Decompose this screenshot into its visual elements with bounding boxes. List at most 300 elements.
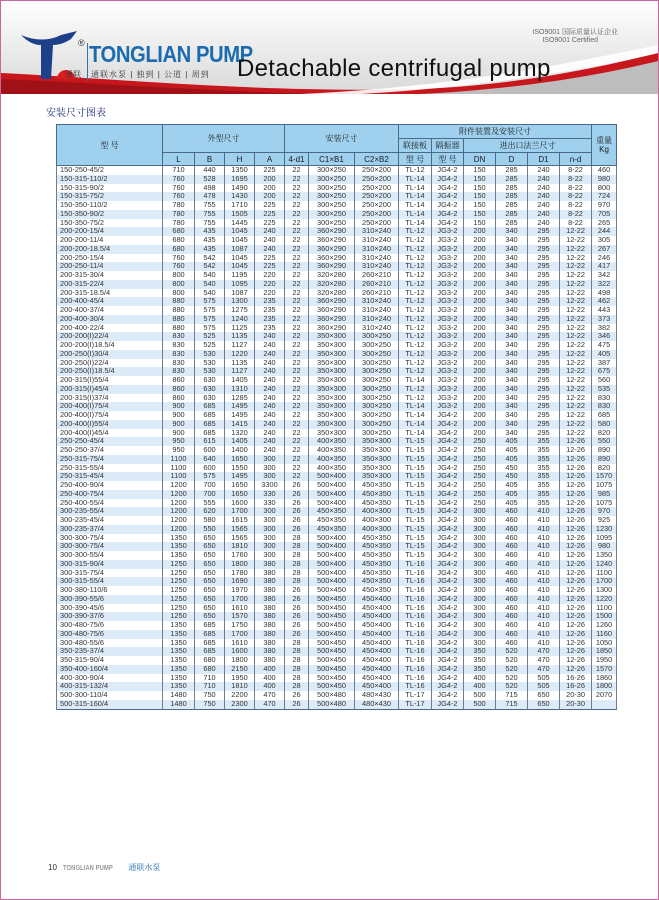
cell-B: 680 xyxy=(195,665,225,674)
cell-H: 1710 xyxy=(225,201,255,210)
cell-L: 880 xyxy=(163,324,195,333)
cell-nd: 12-26 xyxy=(560,437,592,446)
cell-D1: 410 xyxy=(528,604,560,613)
cell-c1b1: 500×450 xyxy=(309,612,355,621)
cell-c2b2: 450×400 xyxy=(355,656,399,665)
cell-d1: 22 xyxy=(285,271,309,280)
cell-c2b2: 450×350 xyxy=(355,560,399,569)
cell-D1: 410 xyxy=(528,569,560,578)
cell-L: 1250 xyxy=(163,569,195,578)
cell-DN: 200 xyxy=(464,271,496,280)
cell-d1: 26 xyxy=(285,604,309,613)
cell-D: 460 xyxy=(496,595,528,604)
cell-c1b1: 320×280 xyxy=(309,289,355,298)
cell-DN: 250 xyxy=(464,499,496,508)
table-row xyxy=(57,455,617,464)
cell-D: 340 xyxy=(496,394,528,403)
table-row xyxy=(57,639,617,648)
cell-d1: 22 xyxy=(285,367,309,376)
table-row xyxy=(57,464,617,473)
cell-isolator-model: JG4-2 xyxy=(432,175,464,184)
cell-L: 1200 xyxy=(163,481,195,490)
cell-D1: 295 xyxy=(528,429,560,438)
cell-model: 250-400-90/4 xyxy=(57,481,163,490)
cell-D: 460 xyxy=(496,586,528,595)
cell-A: 240 xyxy=(255,411,285,420)
cell-coupling-model: TL-15 xyxy=(399,551,432,560)
cell-D: 460 xyxy=(496,612,528,621)
cell-L: 760 xyxy=(163,184,195,193)
cell-c1b1: 320×280 xyxy=(309,271,355,280)
cell-B: 630 xyxy=(195,385,225,394)
cell-weight: 322 xyxy=(592,280,617,289)
table-row xyxy=(57,481,617,490)
cell-D: 340 xyxy=(496,429,528,438)
cell-coupling-model: TL-15 xyxy=(399,472,432,481)
cell-model: 300-390-55/6 xyxy=(57,595,163,604)
cell-c1b1: 400×350 xyxy=(309,455,355,464)
cell-c1b1: 500×400 xyxy=(309,560,355,569)
cell-H: 1415 xyxy=(225,420,255,429)
cell-H: 1600 xyxy=(225,499,255,508)
cell-D: 285 xyxy=(496,201,528,210)
cell-c2b2: 450×400 xyxy=(355,604,399,613)
cell-DN: 400 xyxy=(464,674,496,683)
table-row xyxy=(57,245,617,254)
cell-nd: 16-26 xyxy=(560,674,592,683)
cell-c2b2: 480×430 xyxy=(355,691,399,700)
cell-D: 340 xyxy=(496,411,528,420)
cell-B: 650 xyxy=(195,595,225,604)
cell-c2b2: 310×240 xyxy=(355,324,399,333)
cell-L: 760 xyxy=(163,175,195,184)
table-row xyxy=(57,254,617,263)
cell-H: 1127 xyxy=(225,341,255,350)
cell-model: 150-350-110/2 xyxy=(57,201,163,210)
cell-coupling-model: TL-17 xyxy=(399,691,432,700)
cell-A: 300 xyxy=(255,472,285,481)
cell-c2b2: 450×400 xyxy=(355,630,399,639)
cell-H: 1350 xyxy=(225,166,255,175)
cell-B: 685 xyxy=(195,647,225,656)
cell-B: 498 xyxy=(195,184,225,193)
cell-D: 340 xyxy=(496,420,528,429)
cell-c1b1: 500×450 xyxy=(309,595,355,604)
cell-c2b2: 300×250 xyxy=(355,341,399,350)
cell-L: 1200 xyxy=(163,507,195,516)
cell-B: 685 xyxy=(195,621,225,630)
cell-c1b1: 500×400 xyxy=(309,551,355,560)
cell-D: 405 xyxy=(496,455,528,464)
cell-model: 200-315-22/4 xyxy=(57,280,163,289)
table-row xyxy=(57,420,617,429)
cell-nd: 12-22 xyxy=(560,367,592,376)
cell-DN: 400 xyxy=(464,682,496,691)
cell-A: 240 xyxy=(255,376,285,385)
cell-nd: 12-22 xyxy=(560,350,592,359)
cell-H: 1650 xyxy=(225,455,255,464)
cell-H: 2300 xyxy=(225,700,255,709)
cell-d1: 22 xyxy=(285,289,309,298)
table-row xyxy=(57,691,617,700)
cell-weight: 1850 xyxy=(592,647,617,656)
cell-weight: 970 xyxy=(592,201,617,210)
table-row xyxy=(57,175,617,184)
cell-weight: 417 xyxy=(592,262,617,271)
cell-nd: 12-22 xyxy=(560,306,592,315)
cell-DN: 200 xyxy=(464,376,496,385)
cell-coupling-model: TL-14 xyxy=(399,402,432,411)
cell-B: 650 xyxy=(195,551,225,560)
cell-D: 450 xyxy=(496,472,528,481)
cell-d1: 28 xyxy=(285,551,309,560)
cell-weight: 820 xyxy=(592,464,617,473)
cell-c1b1: 400×350 xyxy=(309,437,355,446)
cell-d1: 28 xyxy=(285,569,309,578)
cell-model: 300-380-110/6 xyxy=(57,586,163,595)
cell-D1: 295 xyxy=(528,324,560,333)
cell-DN: 250 xyxy=(464,455,496,464)
cell-coupling-model: TL-16 xyxy=(399,595,432,604)
cell-c2b2: 450×350 xyxy=(355,499,399,508)
cell-L: 1250 xyxy=(163,586,195,595)
cell-d1: 26 xyxy=(285,507,309,516)
cell-weight: 724 xyxy=(592,192,617,201)
cell-d1: 22 xyxy=(285,385,309,394)
cell-coupling-model: TL-12 xyxy=(399,324,432,333)
cell-d1: 22 xyxy=(285,227,309,236)
cell-coupling-model: TL-16 xyxy=(399,674,432,683)
cell-A: 240 xyxy=(255,402,285,411)
cell-nd: 12-26 xyxy=(560,639,592,648)
cell-coupling-model: TL-16 xyxy=(399,682,432,691)
cell-H: 1087 xyxy=(225,245,255,254)
section-title: 安装尺寸图表 xyxy=(46,108,106,119)
cell-c1b1: 500×450 xyxy=(309,639,355,648)
cell-L: 1200 xyxy=(163,525,195,534)
cell-coupling-model: TL-14 xyxy=(399,210,432,219)
cell-B: 440 xyxy=(195,166,225,175)
cell-A: 380 xyxy=(255,577,285,586)
cell-weight: 305 xyxy=(592,236,617,245)
cell-A: 380 xyxy=(255,586,285,595)
cell-nd: 12-26 xyxy=(560,525,592,534)
cell-nd: 12-26 xyxy=(560,630,592,639)
cell-weight: 830 xyxy=(592,402,617,411)
cell-isolator-model: JG4-2 xyxy=(432,455,464,464)
cell-d1: 22 xyxy=(285,306,309,315)
cell-D1: 240 xyxy=(528,210,560,219)
cell-DN: 150 xyxy=(464,166,496,175)
cell-d1: 26 xyxy=(285,691,309,700)
cell-DN: 150 xyxy=(464,210,496,219)
cell-A: 220 xyxy=(255,289,285,298)
cell-nd: 12-22 xyxy=(560,297,592,306)
cell-H: 1505 xyxy=(225,210,255,219)
cell-coupling-model: TL-16 xyxy=(399,612,432,621)
cell-H: 1095 xyxy=(225,280,255,289)
cell-H: 1087 xyxy=(225,289,255,298)
cell-model: 200-250(I)30/4 xyxy=(57,350,163,359)
cell-coupling-model: TL-12 xyxy=(399,227,432,236)
table-row xyxy=(57,262,617,271)
cell-B: 435 xyxy=(195,227,225,236)
cell-weight: 685 xyxy=(592,411,617,420)
cell-L: 1200 xyxy=(163,516,195,525)
cell-c2b2: 300×250 xyxy=(355,420,399,429)
cell-H: 1495 xyxy=(225,472,255,481)
cell-d1: 22 xyxy=(285,297,309,306)
cell-B: 478 xyxy=(195,192,225,201)
cell-model: 350-400-160/4 xyxy=(57,665,163,674)
cell-d1: 26 xyxy=(285,586,309,595)
cell-isolator-model: JG4-2 xyxy=(432,612,464,621)
cell-c2b2: 260×210 xyxy=(355,271,399,280)
cell-DN: 300 xyxy=(464,569,496,578)
cell-model: 200-250(I)18.5/4 xyxy=(57,367,163,376)
cell-model: 200-400-22/4 xyxy=(57,324,163,333)
cell-weight: 462 xyxy=(592,297,617,306)
cell-D1: 240 xyxy=(528,219,560,228)
cell-d1: 22 xyxy=(285,429,309,438)
cell-nd: 12-22 xyxy=(560,280,592,289)
cell-model: 200-400(I)75/4 xyxy=(57,402,163,411)
cell-isolator-model: JG4-2 xyxy=(432,437,464,446)
header-flange: 进出口法兰尺寸 xyxy=(464,139,592,153)
cell-D1: 295 xyxy=(528,280,560,289)
cell-model: 250-315-75/4 xyxy=(57,455,163,464)
cell-D: 460 xyxy=(496,525,528,534)
cell-weight: 244 xyxy=(592,227,617,236)
cell-H: 1700 xyxy=(225,630,255,639)
cell-d1: 22 xyxy=(285,219,309,228)
cell-DN: 200 xyxy=(464,350,496,359)
cell-D1: 295 xyxy=(528,332,560,341)
cell-isolator-model: JG4-2 xyxy=(432,656,464,665)
cell-c1b1: 500×400 xyxy=(309,542,355,551)
cell-A: 380 xyxy=(255,656,285,665)
cell-c2b2: 260×210 xyxy=(355,289,399,298)
table-row xyxy=(57,507,617,516)
cell-DN: 200 xyxy=(464,341,496,350)
cell-H: 1275 xyxy=(225,306,255,315)
cell-c1b1: 350×300 xyxy=(309,359,355,368)
header-A: A xyxy=(255,153,285,166)
table-row xyxy=(57,586,617,595)
cell-D1: 505 xyxy=(528,682,560,691)
cell-isolator-model: JG3-2 xyxy=(432,271,464,280)
cell-DN: 300 xyxy=(464,639,496,648)
cell-H: 1650 xyxy=(225,481,255,490)
cell-model: 300-235-45/4 xyxy=(57,516,163,525)
cell-B: 700 xyxy=(195,490,225,499)
cell-H: 1045 xyxy=(225,227,255,236)
cell-c1b1: 500×480 xyxy=(309,700,355,709)
cell-isolator-model: JG3-2 xyxy=(432,359,464,368)
cell-D: 460 xyxy=(496,604,528,613)
cell-D1: 295 xyxy=(528,315,560,324)
cell-model: 350-235-37/4 xyxy=(57,647,163,656)
cell-weight: 980 xyxy=(592,542,617,551)
cell-c1b1: 350×300 xyxy=(309,429,355,438)
cell-H: 1750 xyxy=(225,621,255,630)
cell-L: 760 xyxy=(163,192,195,201)
cell-D: 340 xyxy=(496,280,528,289)
cell-B: 650 xyxy=(195,612,225,621)
cell-D1: 295 xyxy=(528,411,560,420)
cell-A: 380 xyxy=(255,647,285,656)
cell-d1: 22 xyxy=(285,359,309,368)
cell-D: 340 xyxy=(496,385,528,394)
cell-c1b1: 350×300 xyxy=(309,367,355,376)
cell-B: 755 xyxy=(195,201,225,210)
cell-model: 250-400-55/4 xyxy=(57,499,163,508)
cell-nd: 8-22 xyxy=(560,219,592,228)
cell-DN: 300 xyxy=(464,630,496,639)
cell-D: 460 xyxy=(496,630,528,639)
cell-B: 435 xyxy=(195,245,225,254)
cell-A: 380 xyxy=(255,569,285,578)
cell-L: 1350 xyxy=(163,534,195,543)
logo-chinese-text: 通联 xyxy=(65,70,81,79)
cell-c1b1: 350×300 xyxy=(309,376,355,385)
cell-model: 300-315-55/4 xyxy=(57,577,163,586)
cell-c1b1: 300×250 xyxy=(309,175,355,184)
cell-coupling-model: TL-15 xyxy=(399,481,432,490)
cell-nd: 12-26 xyxy=(560,569,592,578)
cell-DN: 200 xyxy=(464,359,496,368)
cell-nd: 12-26 xyxy=(560,656,592,665)
cell-DN: 300 xyxy=(464,577,496,586)
cell-L: 1200 xyxy=(163,490,195,499)
cell-nd: 12-22 xyxy=(560,227,592,236)
cell-A: 380 xyxy=(255,612,285,621)
table-row xyxy=(57,560,617,569)
cell-c2b2: 450×400 xyxy=(355,674,399,683)
cell-d1: 22 xyxy=(285,254,309,263)
cell-coupling-model: TL-12 xyxy=(399,236,432,245)
cell-nd: 16-26 xyxy=(560,682,592,691)
cell-coupling-model: TL-12 xyxy=(399,359,432,368)
cell-c2b2: 250×200 xyxy=(355,175,399,184)
table-row xyxy=(57,595,617,604)
cell-B: 615 xyxy=(195,437,225,446)
cell-isolator-model: JG3-2 xyxy=(432,254,464,263)
cell-D: 460 xyxy=(496,507,528,516)
cell-D: 340 xyxy=(496,262,528,271)
table-row xyxy=(57,516,617,525)
cell-L: 1100 xyxy=(163,472,195,481)
cell-D: 340 xyxy=(496,367,528,376)
cell-c1b1: 500×400 xyxy=(309,534,355,543)
cell-c2b2: 300×250 xyxy=(355,350,399,359)
cell-DN: 200 xyxy=(464,315,496,324)
cell-c1b1: 500×400 xyxy=(309,569,355,578)
cell-coupling-model: TL-16 xyxy=(399,630,432,639)
cell-model: 200-315(I)45/4 xyxy=(57,385,163,394)
cell-D1: 470 xyxy=(528,656,560,665)
cell-c2b2: 450×350 xyxy=(355,551,399,560)
cell-c1b1: 500×400 xyxy=(309,499,355,508)
iso-certification-cn: ISO9001 国际质量认证企业 xyxy=(532,29,618,36)
cell-c2b2: 310×240 xyxy=(355,236,399,245)
cell-weight: 1570 xyxy=(592,472,617,481)
header-coupling-model: 型 号 xyxy=(399,153,432,166)
cell-d1: 22 xyxy=(285,394,309,403)
cell-coupling-model: TL-14 xyxy=(399,201,432,210)
cell-L: 780 xyxy=(163,210,195,219)
cell-D: 715 xyxy=(496,691,528,700)
cell-D: 405 xyxy=(496,499,528,508)
cell-B: 550 xyxy=(195,525,225,534)
cell-c1b1: 500×450 xyxy=(309,674,355,683)
cell-D1: 355 xyxy=(528,446,560,455)
cell-d1: 22 xyxy=(285,280,309,289)
cell-D1: 240 xyxy=(528,166,560,175)
cell-weight: 830 xyxy=(592,394,617,403)
cell-D: 520 xyxy=(496,647,528,656)
cell-nd: 12-26 xyxy=(560,455,592,464)
cell-isolator-model: JG4-2 xyxy=(432,551,464,560)
cell-c2b2: 400×300 xyxy=(355,525,399,534)
cell-coupling-model: TL-14 xyxy=(399,411,432,420)
cell-D1: 295 xyxy=(528,376,560,385)
cell-weight: 1230 xyxy=(592,525,617,534)
cell-coupling-model: TL-15 xyxy=(399,464,432,473)
cell-isolator-model: JG4-2 xyxy=(432,691,464,700)
cell-DN: 350 xyxy=(464,656,496,665)
cell-nd: 12-22 xyxy=(560,402,592,411)
cell-c1b1: 450×350 xyxy=(309,507,355,516)
cell-D: 340 xyxy=(496,376,528,385)
cell-L: 680 xyxy=(163,227,195,236)
cell-L: 800 xyxy=(163,289,195,298)
cell-isolator-model: JG3-2 xyxy=(432,280,464,289)
cell-d1: 22 xyxy=(285,315,309,324)
cell-d1: 22 xyxy=(285,192,309,201)
cell-weight: 925 xyxy=(592,516,617,525)
cell-DN: 250 xyxy=(464,437,496,446)
cell-B: 650 xyxy=(195,604,225,613)
cell-A: 235 xyxy=(255,306,285,315)
cell-c2b2: 300×250 xyxy=(355,359,399,368)
table-row xyxy=(57,630,617,639)
cell-isolator-model: JG4-2 xyxy=(432,184,464,193)
cell-model: 300-315-75/4 xyxy=(57,569,163,578)
cell-weight: 820 xyxy=(592,429,617,438)
cell-weight: 1260 xyxy=(592,621,617,630)
cell-c1b1: 360×290 xyxy=(309,262,355,271)
cell-c1b1: 400×350 xyxy=(309,446,355,455)
cell-coupling-model: TL-14 xyxy=(399,376,432,385)
cell-c2b2: 350×300 xyxy=(355,455,399,464)
cell-coupling-model: TL-12 xyxy=(399,385,432,394)
cell-weight: 443 xyxy=(592,306,617,315)
cell-B: 575 xyxy=(195,324,225,333)
cell-coupling-model: TL-12 xyxy=(399,306,432,315)
cell-B: 600 xyxy=(195,464,225,473)
cell-L: 1350 xyxy=(163,656,195,665)
cell-DN: 200 xyxy=(464,385,496,394)
cell-A: 200 xyxy=(255,184,285,193)
cell-H: 1690 xyxy=(225,577,255,586)
cell-model: 150-315-90/2 xyxy=(57,184,163,193)
cell-L: 830 xyxy=(163,367,195,376)
table-row xyxy=(57,411,617,420)
cell-coupling-model: TL-14 xyxy=(399,175,432,184)
cell-D1: 355 xyxy=(528,499,560,508)
cell-A: 240 xyxy=(255,394,285,403)
